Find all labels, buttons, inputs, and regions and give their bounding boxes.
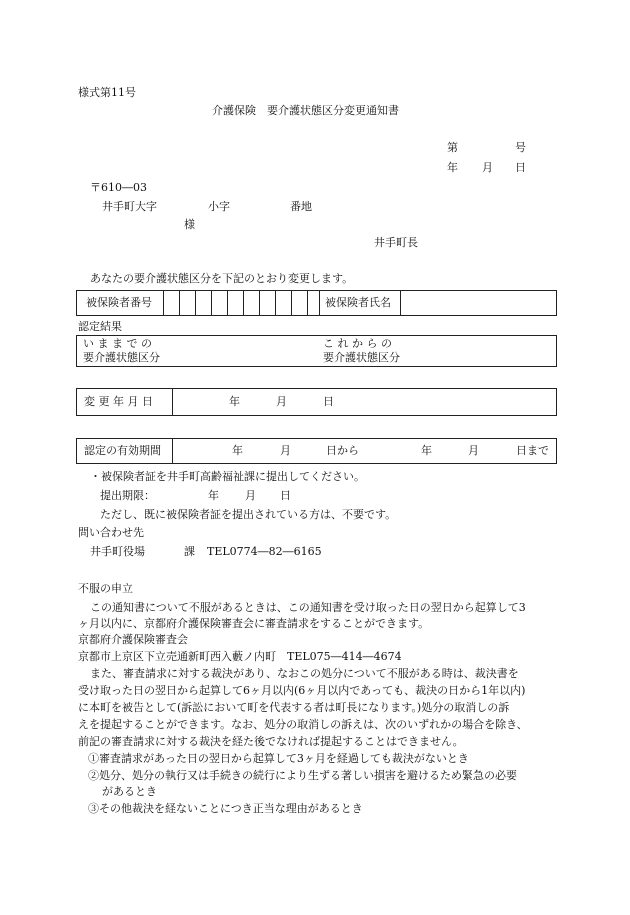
appeal-p2-line3: に本町を被告として(訴訟において町を代表する者は町長になります。)処分の取消しの訴 — [78, 701, 510, 714]
address-koaza: 小字 — [208, 200, 230, 213]
doc-date-month: 月 — [482, 161, 493, 174]
validity-from-year: 年 — [232, 444, 243, 457]
recipient-honorific: 様 — [184, 218, 195, 231]
appeal-heading: 不服の申立 — [78, 582, 133, 595]
before-label-line2: 要介護状態区分 — [83, 351, 160, 364]
validity-until-month: 月 — [468, 444, 479, 457]
validity-until-year: 年 — [421, 444, 432, 457]
after-label-line1: こ れ か ら の — [323, 337, 392, 350]
validity-until-day: 日まで — [516, 444, 549, 457]
inquiry-section: 課 — [184, 545, 195, 558]
appeal-item-1: ①審査請求があった日の翌日から起算して3ヶ月を経過しても裁決がないとき — [88, 752, 469, 765]
change-date-label: 変 更 年 月 日 — [84, 395, 153, 408]
appeal-p2-line4: えを提起することができます。なお、処分の取消しの訴えは、次のいずれかの場合を除き、 — [78, 718, 528, 731]
before-label-line1: い ま ま で の — [83, 337, 152, 350]
appeal-p1-line2: ヶ月以内に、京都府介護保険審査会に審査請求をすることができます。 — [78, 617, 430, 630]
validity-label: 認定の有効期間 — [84, 444, 161, 457]
deadline-day: 日 — [280, 489, 291, 502]
appeal-item-2-line1: ②処分、処分の執行又は手続きの続行により生ずる著しい損害を避けるため緊急の必要 — [88, 769, 517, 782]
doc-date-day: 日 — [515, 161, 526, 174]
appeal-org-address: 京都市上京区下立売通新町西入藪ノ内町 TEL075―414―4674 — [78, 650, 402, 663]
result-table — [76, 335, 557, 367]
change-date-day: 日 — [323, 395, 334, 408]
deadline-year: 年 — [208, 489, 219, 502]
doc-date-year: 年 — [447, 161, 458, 174]
inquiry-heading: 問い合わせ先 — [78, 526, 144, 539]
appeal-p2-line5: 前記の審査請求に対する裁決を経た後でなければ提起することはできません。 — [78, 735, 464, 748]
inquiry-tel: TEL0774―82―6165 — [207, 545, 322, 558]
form-number: 様式第11号 — [78, 86, 136, 99]
page-title: 介護保険 要介護状態区分変更通知書 — [212, 104, 399, 117]
doc-no-prefix: 第 — [447, 141, 458, 154]
intro-text: あなたの要介護状態区分を下記のとおり変更します。 — [90, 272, 354, 285]
validity-table — [76, 438, 557, 464]
change-date-year: 年 — [229, 395, 240, 408]
deadline-month: 月 — [245, 489, 256, 502]
change-date-table — [76, 388, 557, 416]
inquiry-office: 井手町役場 — [90, 545, 145, 558]
appeal-item-2-line2: があるとき — [102, 785, 157, 798]
validity-from-day: 日から — [326, 444, 359, 457]
validity-from-month: 月 — [280, 444, 291, 457]
issuer-name: 井手町長 — [374, 236, 418, 249]
doc-no-suffix: 号 — [515, 141, 526, 154]
note-submit: ・被保険者証を井手町高齢福祉課に提出してください。 — [90, 470, 365, 483]
appeal-p2-line1: また、審査請求に対する裁決があり、なおこの処分について不服がある時は、裁決書を — [90, 667, 519, 680]
appeal-organization: 京都府介護保険審査会 — [78, 633, 188, 646]
address-town: 井手町大字 — [102, 200, 157, 213]
change-date-month: 月 — [276, 395, 287, 408]
address-banchi: 番地 — [290, 200, 312, 213]
deadline-label: 提出期限： — [100, 489, 155, 502]
after-label-line2: 要介護状態区分 — [323, 351, 400, 364]
insured-table — [76, 290, 557, 316]
postal-code: 〒610―03 — [90, 181, 147, 194]
appeal-item-3: ③その他裁決を経ないことにつき正当な理由があるとき — [88, 802, 363, 815]
appeal-p1-line1: この通知書について不服があるときは、この通知書を受け取った日の翌日から起算して3 — [90, 601, 526, 614]
note-exception: ただし、既に被保険者証を提出されている方は、不要です。 — [100, 508, 397, 521]
insured-name-label: 被保険者氏名 — [325, 296, 391, 309]
insured-number-label: 被保険者番号 — [86, 296, 152, 309]
result-heading: 認定結果 — [78, 320, 122, 333]
appeal-p2-line2: 受け取った日の翌日から起算して6ヶ月以内(6ヶ月以内であっても、裁決の日から1年以内) — [78, 684, 526, 697]
